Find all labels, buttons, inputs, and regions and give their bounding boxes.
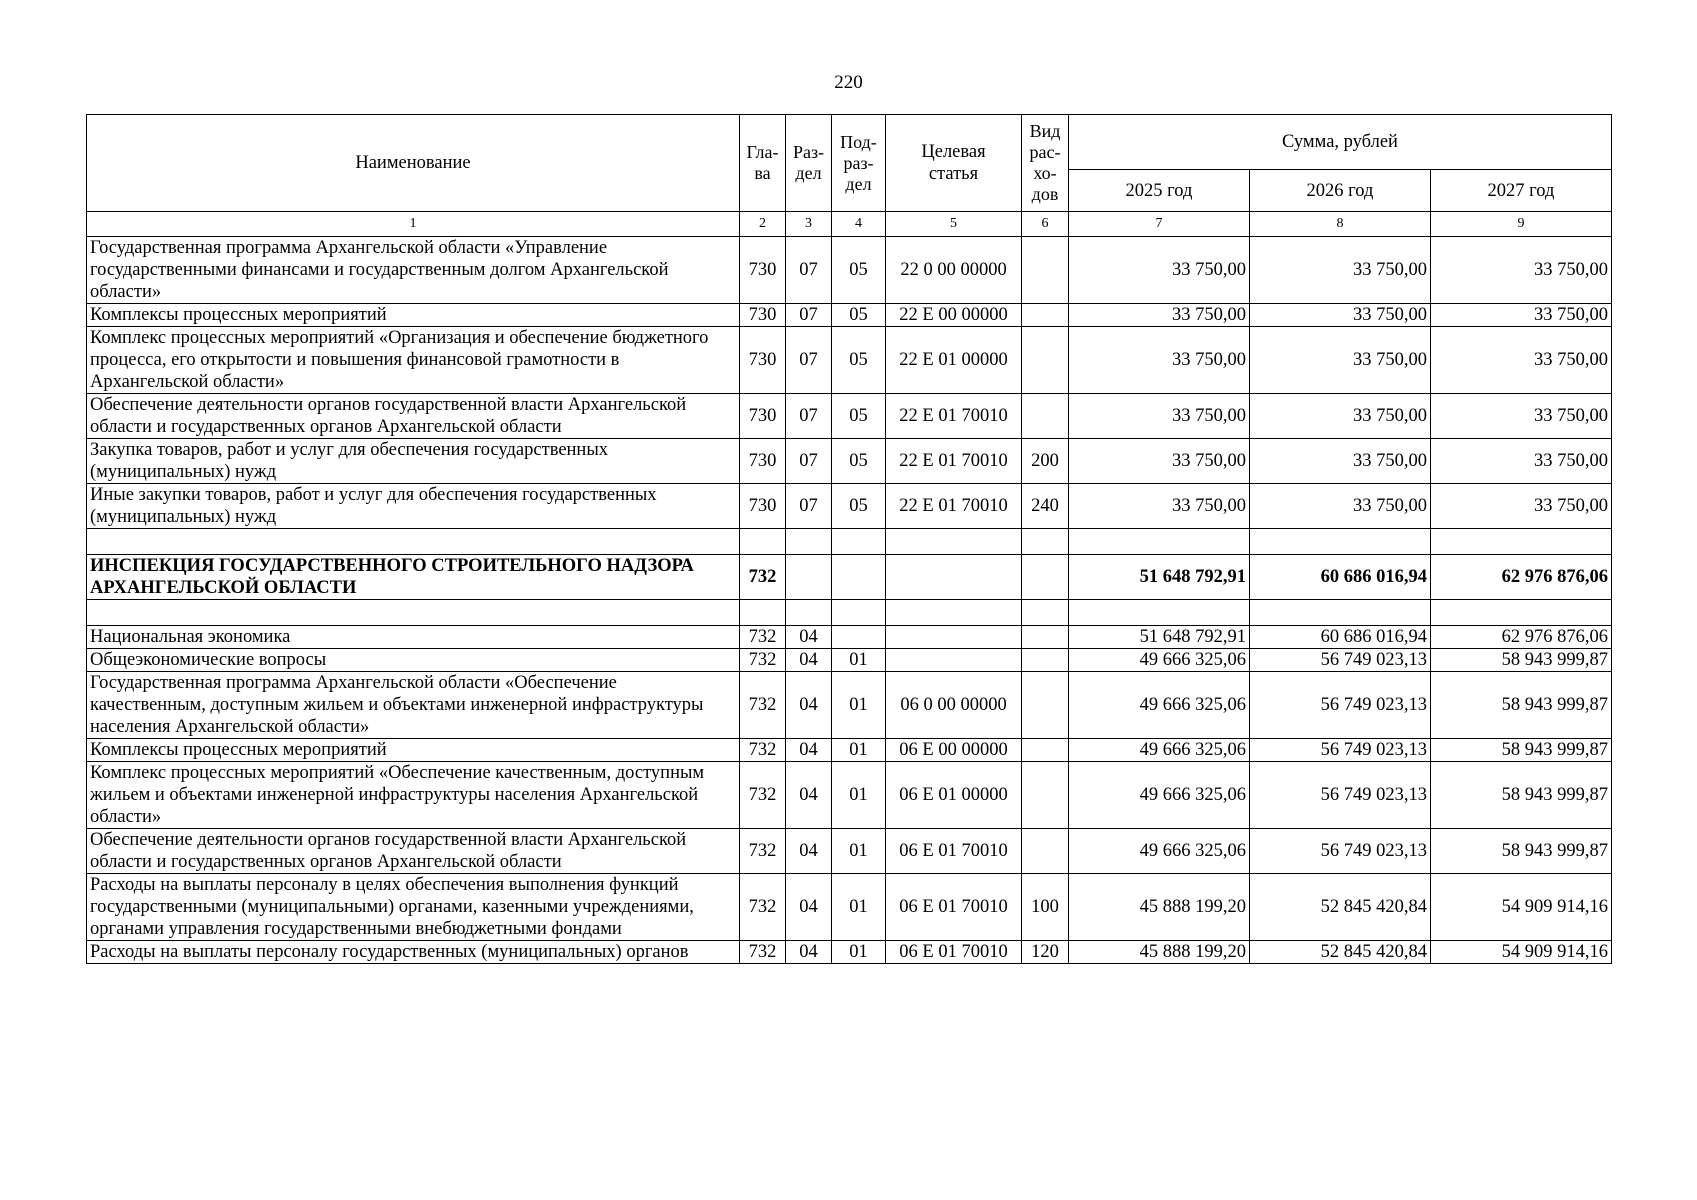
row-name: Государственная программа Архангельской области «Управление государственными финансами и государственным долгом Архангельской области»	[87, 237, 740, 304]
row-sum-2026: 56 749 023,13	[1250, 649, 1431, 672]
row-razdel	[786, 555, 832, 600]
table-row	[87, 626, 1612, 649]
empty-cell	[1250, 600, 1431, 626]
row-sum-2025: 49 666 325,06	[1069, 762, 1250, 829]
row-name: Закупка товаров, работ и услуг для обеспечения государственных (муниципальных) нужд	[87, 439, 740, 484]
row-podrazdel: 05	[832, 327, 886, 394]
row-glava: 730	[740, 484, 786, 529]
table-row	[87, 874, 1612, 941]
row-glava: 732	[740, 829, 786, 874]
row-razdel: 04	[786, 829, 832, 874]
row-sum-2026: 52 845 420,84	[1250, 874, 1431, 941]
row-celevaya-statya: 22 0 00 00000	[886, 237, 1022, 304]
row-sum-2026: 60 686 016,94	[1250, 555, 1431, 600]
row-podrazdel	[832, 555, 886, 600]
row-celevaya-statya	[886, 555, 1022, 600]
row-sum-2026: 56 749 023,13	[1250, 672, 1431, 739]
row-sum-2026: 60 686 016,94	[1250, 626, 1431, 649]
row-razdel: 07	[786, 439, 832, 484]
column-number: 4	[832, 212, 886, 237]
row-celevaya-statya	[886, 649, 1022, 672]
row-name: Обеспечение деятельности органов государственной власти Архангельской области и государственных органов Архангельской области	[87, 829, 740, 874]
empty-cell	[786, 600, 832, 626]
row-celevaya-statya: 06 Е 01 70010	[886, 941, 1022, 964]
row-vid-rashodov	[1022, 394, 1069, 439]
row-podrazdel: 05	[832, 439, 886, 484]
header-glava: Гла- ва	[740, 115, 786, 212]
row-sum-2025: 33 750,00	[1069, 484, 1250, 529]
empty-cell	[1022, 529, 1069, 555]
row-razdel: 04	[786, 874, 832, 941]
row-glava: 730	[740, 394, 786, 439]
empty-cell	[1250, 529, 1431, 555]
row-vid-rashodov	[1022, 762, 1069, 829]
empty-cell	[1069, 600, 1250, 626]
row-razdel: 04	[786, 649, 832, 672]
row-sum-2026: 33 750,00	[1250, 304, 1431, 327]
row-sum-2027: 33 750,00	[1431, 237, 1612, 304]
row-sum-2025: 33 750,00	[1069, 439, 1250, 484]
row-sum-2026: 52 845 420,84	[1250, 941, 1431, 964]
row-vid-rashodov	[1022, 237, 1069, 304]
empty-cell	[786, 529, 832, 555]
row-celevaya-statya: 22 Е 01 70010	[886, 439, 1022, 484]
row-razdel: 07	[786, 304, 832, 327]
row-vid-rashodov	[1022, 739, 1069, 762]
row-sum-2026: 56 749 023,13	[1250, 762, 1431, 829]
row-vid-rashodov	[1022, 327, 1069, 394]
row-name: Иные закупки товаров, работ и услуг для обеспечения государственных (муниципальных) нужд	[87, 484, 740, 529]
row-sum-2025: 49 666 325,06	[1069, 672, 1250, 739]
row-vid-rashodov	[1022, 555, 1069, 600]
header-podrazdel: Под- раз- дел	[832, 115, 886, 212]
column-number: 6	[1022, 212, 1069, 237]
row-vid-rashodov	[1022, 829, 1069, 874]
row-celevaya-statya: 06 Е 01 70010	[886, 829, 1022, 874]
row-sum-2027: 58 943 999,87	[1431, 672, 1612, 739]
row-razdel: 07	[786, 237, 832, 304]
row-podrazdel: 05	[832, 394, 886, 439]
column-number: 5	[886, 212, 1022, 237]
row-glava: 732	[740, 555, 786, 600]
row-celevaya-statya: 06 Е 01 00000	[886, 762, 1022, 829]
table-row	[87, 739, 1612, 762]
row-celevaya-statya: 22 Е 01 70010	[886, 394, 1022, 439]
row-sum-2026: 33 750,00	[1250, 439, 1431, 484]
row-name: Комплексы процессных мероприятий	[87, 304, 740, 327]
column-number: 9	[1431, 212, 1612, 237]
row-celevaya-statya: 06 0 00 00000	[886, 672, 1022, 739]
header-vid-rashodov: Вид рас- хо- дов	[1022, 115, 1069, 212]
row-podrazdel: 01	[832, 829, 886, 874]
row-glava: 730	[740, 237, 786, 304]
row-celevaya-statya: 22 Е 01 70010	[886, 484, 1022, 529]
row-sum-2025: 51 648 792,91	[1069, 626, 1250, 649]
row-celevaya-statya: 06 Е 01 70010	[886, 874, 1022, 941]
row-name: Комплекс процессных мероприятий «Организация и обеспечение бюджетного процесса, его открытости и повышения финансовой грамотности в Архангельской области»	[87, 327, 740, 394]
row-razdel: 07	[786, 327, 832, 394]
row-sum-2026: 33 750,00	[1250, 237, 1431, 304]
row-sum-2025: 49 666 325,06	[1069, 829, 1250, 874]
row-sum-2025: 49 666 325,06	[1069, 649, 1250, 672]
empty-cell	[1431, 529, 1612, 555]
column-number: 2	[740, 212, 786, 237]
header-year-2026: 2026 год	[1250, 170, 1431, 212]
row-sum-2027: 54 909 914,16	[1431, 874, 1612, 941]
row-sum-2027: 33 750,00	[1431, 439, 1612, 484]
row-glava: 732	[740, 762, 786, 829]
row-name: Национальная экономика	[87, 626, 740, 649]
table-row	[87, 304, 1612, 327]
row-glava: 732	[740, 874, 786, 941]
header-summa: Сумма, рублей	[1069, 115, 1612, 170]
row-vid-rashodov	[1022, 626, 1069, 649]
row-razdel: 04	[786, 762, 832, 829]
row-sum-2025: 49 666 325,06	[1069, 739, 1250, 762]
row-podrazdel: 01	[832, 762, 886, 829]
empty-cell	[832, 529, 886, 555]
table-row	[87, 829, 1612, 874]
header-razdel: Раз- дел	[786, 115, 832, 212]
page-number: 220	[834, 72, 863, 93]
empty-cell	[87, 600, 740, 626]
row-podrazdel: 05	[832, 237, 886, 304]
table-row	[87, 941, 1612, 964]
row-sum-2025: 51 648 792,91	[1069, 555, 1250, 600]
table-header	[87, 115, 1612, 237]
row-podrazdel	[832, 626, 886, 649]
empty-cell	[87, 529, 740, 555]
table-row	[87, 394, 1612, 439]
row-celevaya-statya: 22 Е 00 00000	[886, 304, 1022, 327]
row-name: Расходы на выплаты персоналу в целях обеспечения выполнения функций государственными (муниципальными) органами, казенными учреждениями, органами управления государственными внебюджетными фондами	[87, 874, 740, 941]
row-vid-rashodov	[1022, 304, 1069, 327]
row-vid-rashodov: 200	[1022, 439, 1069, 484]
row-podrazdel: 01	[832, 874, 886, 941]
row-glava: 730	[740, 439, 786, 484]
row-celevaya-statya	[886, 626, 1022, 649]
row-razdel: 07	[786, 394, 832, 439]
row-sum-2027: 58 943 999,87	[1431, 829, 1612, 874]
row-glava: 732	[740, 941, 786, 964]
row-podrazdel: 01	[832, 649, 886, 672]
table-body	[87, 237, 1612, 964]
row-sum-2027: 33 750,00	[1431, 304, 1612, 327]
empty-cell	[1069, 529, 1250, 555]
row-vid-rashodov: 240	[1022, 484, 1069, 529]
row-podrazdel: 05	[832, 304, 886, 327]
row-sum-2027: 33 750,00	[1431, 484, 1612, 529]
empty-cell	[740, 529, 786, 555]
row-podrazdel: 01	[832, 941, 886, 964]
header-celevaya-statya: Целевая статья	[886, 115, 1022, 212]
row-sum-2025: 45 888 199,20	[1069, 874, 1250, 941]
row-sum-2027: 58 943 999,87	[1431, 762, 1612, 829]
row-podrazdel: 01	[832, 739, 886, 762]
row-sum-2027: 33 750,00	[1431, 327, 1612, 394]
empty-cell	[1022, 600, 1069, 626]
table-row	[87, 762, 1612, 829]
row-name: Обеспечение деятельности органов государственной власти Архангельской области и государственных органов Архангельской области	[87, 394, 740, 439]
column-numbers-row	[87, 212, 1612, 237]
row-name: Общеэкономические вопросы	[87, 649, 740, 672]
budget-table	[86, 114, 1612, 964]
column-number: 8	[1250, 212, 1431, 237]
empty-cell	[886, 600, 1022, 626]
row-vid-rashodov: 100	[1022, 874, 1069, 941]
row-sum-2025: 33 750,00	[1069, 327, 1250, 394]
empty-cell	[1431, 600, 1612, 626]
row-razdel: 04	[786, 739, 832, 762]
table-row	[87, 649, 1612, 672]
empty-cell	[740, 600, 786, 626]
column-number: 1	[87, 212, 740, 237]
row-sum-2027: 33 750,00	[1431, 394, 1612, 439]
table-row	[87, 439, 1612, 484]
row-sum-2025: 33 750,00	[1069, 304, 1250, 327]
row-sum-2027: 54 909 914,16	[1431, 941, 1612, 964]
header-year-2027: 2027 год	[1431, 170, 1612, 212]
row-podrazdel: 01	[832, 672, 886, 739]
column-number: 7	[1069, 212, 1250, 237]
row-glava: 730	[740, 304, 786, 327]
row-razdel: 04	[786, 672, 832, 739]
row-razdel: 07	[786, 484, 832, 529]
table-row	[87, 672, 1612, 739]
header-name: Наименование	[87, 115, 740, 212]
row-name: Государственная программа Архангельской области «Обеспечение качественным, доступным жильем и объектами инженерной инфраструктуры населения Архангельской области»	[87, 672, 740, 739]
row-name: Комплекс процессных мероприятий «Обеспечение качественным, доступным жильем и объектами инженерной инфраструктуры населения Архангельской области»	[87, 762, 740, 829]
table-row	[87, 555, 1612, 600]
row-sum-2026: 56 749 023,13	[1250, 739, 1431, 762]
row-glava: 732	[740, 649, 786, 672]
column-number: 3	[786, 212, 832, 237]
row-name: Комплексы процессных мероприятий	[87, 739, 740, 762]
row-podrazdel: 05	[832, 484, 886, 529]
row-vid-rashodov: 120	[1022, 941, 1069, 964]
table-row	[87, 327, 1612, 394]
table-row	[87, 237, 1612, 304]
table-row-blank	[87, 600, 1612, 626]
row-sum-2025: 33 750,00	[1069, 237, 1250, 304]
row-sum-2026: 33 750,00	[1250, 394, 1431, 439]
header-year-2025: 2025 год	[1069, 170, 1250, 212]
row-glava: 732	[740, 739, 786, 762]
table-row-blank	[87, 529, 1612, 555]
row-sum-2026: 33 750,00	[1250, 484, 1431, 529]
table-row	[87, 484, 1612, 529]
row-sum-2026: 33 750,00	[1250, 327, 1431, 394]
row-sum-2026: 56 749 023,13	[1250, 829, 1431, 874]
row-razdel: 04	[786, 941, 832, 964]
row-vid-rashodov	[1022, 649, 1069, 672]
row-celevaya-statya: 22 Е 01 00000	[886, 327, 1022, 394]
empty-cell	[886, 529, 1022, 555]
row-sum-2025: 33 750,00	[1069, 394, 1250, 439]
row-celevaya-statya: 06 Е 00 00000	[886, 739, 1022, 762]
empty-cell	[832, 600, 886, 626]
row-glava: 730	[740, 327, 786, 394]
row-glava: 732	[740, 672, 786, 739]
row-sum-2027: 58 943 999,87	[1431, 649, 1612, 672]
row-vid-rashodov	[1022, 672, 1069, 739]
row-name: ИНСПЕКЦИЯ ГОСУДАРСТВЕННОГО СТРОИТЕЛЬНОГО НАДЗОРА АРХАНГЕЛЬСКОЙ ОБЛАСТИ	[87, 555, 740, 600]
row-sum-2027: 58 943 999,87	[1431, 739, 1612, 762]
row-sum-2027: 62 976 876,06	[1431, 555, 1612, 600]
row-name: Расходы на выплаты персоналу государственных (муниципальных) органов	[87, 941, 740, 964]
row-sum-2025: 45 888 199,20	[1069, 941, 1250, 964]
row-glava: 732	[740, 626, 786, 649]
row-razdel: 04	[786, 626, 832, 649]
row-sum-2027: 62 976 876,06	[1431, 626, 1612, 649]
